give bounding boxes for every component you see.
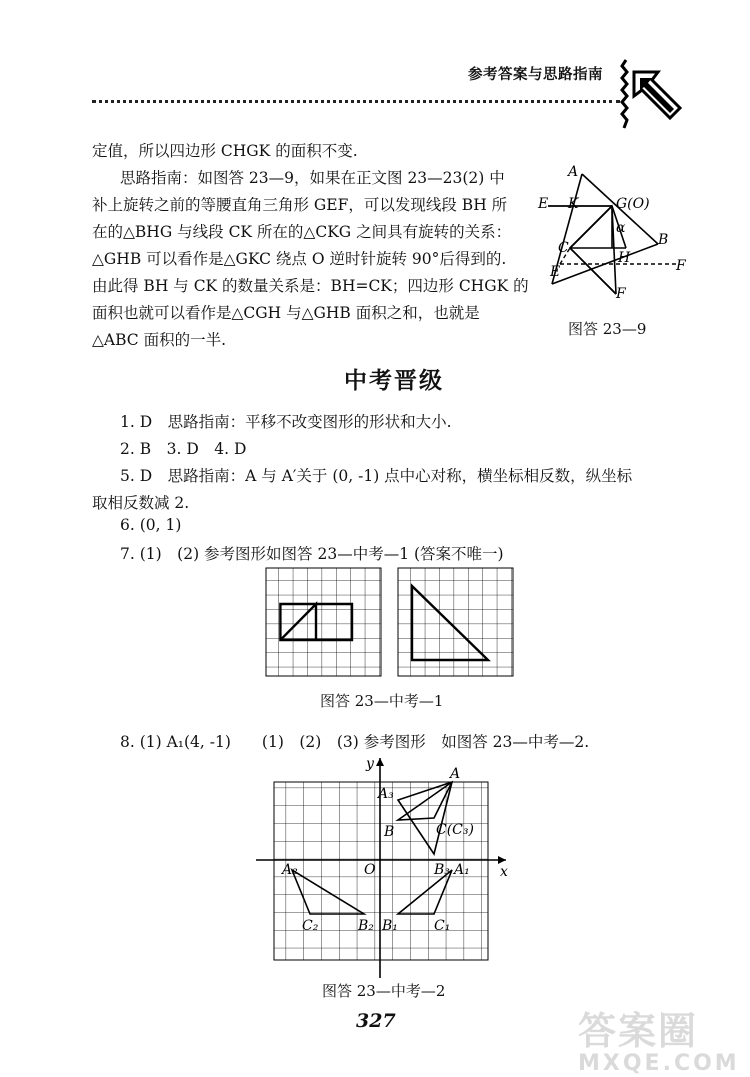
label-B: B <box>658 232 669 248</box>
answer-8: 8. (1) A₁(4, -1) (1) (2) (3) 参考图形 如图答 23—中考—2. <box>120 733 590 751</box>
text-line: 由此得 BH 与 CK 的数量关系是：BH=CK；四边形 CHGK 的 <box>92 277 529 295</box>
header-title: 参考答案与思路指南 <box>468 67 603 83</box>
watermark <box>578 1000 748 1076</box>
header-divider <box>92 100 620 103</box>
text-line: 思路指南：如图答 23—9，如果在正文图 23—23(2) 中 <box>120 169 505 187</box>
label-B1: B₁ <box>382 918 398 934</box>
label-K: K <box>568 196 579 212</box>
label-B: B <box>384 824 395 840</box>
answer-6: 6. (0, 1) <box>120 516 182 534</box>
label-E-top: E <box>538 196 549 212</box>
origin-label: O <box>364 862 376 878</box>
text-line: 面积也就可以看作是△CGH 与△GHB 面积之和，也就是 <box>92 304 480 322</box>
text-line: 补上旋转之前的等腰直角三角形 GEF，可以发现线段 BH 所 <box>92 196 508 214</box>
label-E-bottom: E <box>550 264 561 280</box>
answer-5-cont: 取相反数减 2. <box>92 494 190 512</box>
axis-label-y: y <box>366 756 374 772</box>
answer-2-4: 2. B 3. D 4. D <box>120 440 247 458</box>
text-line: △ABC 面积的一半. <box>92 331 227 349</box>
section-title: 中考晋级 <box>344 368 444 394</box>
label-G: G(O) <box>616 196 650 212</box>
pointer-arrow-icon <box>612 58 692 138</box>
watermark-line2: MXQE.COM <box>578 1051 740 1076</box>
axis-label-x: x <box>500 864 508 880</box>
answer-7: 7. (1) (2) 参考图形如图答 23—中考—1 (答案不唯一) <box>120 545 504 563</box>
label-A3: A₃ <box>378 786 394 802</box>
page-number: 327 <box>356 1010 396 1032</box>
geometry-figure-23-9 <box>530 160 700 305</box>
label-A: A <box>568 164 579 180</box>
label-A1: A₁ <box>454 862 470 878</box>
text-line: 定值，所以四边形 CHGK 的面积不变. <box>92 142 358 160</box>
figure-caption-zk-1: 图答 23—中考—1 <box>320 692 444 710</box>
label-C1: C₁ <box>434 918 451 934</box>
label-A: A <box>450 766 461 782</box>
grid-figure-zk-1 <box>264 566 514 682</box>
label-B2: B₂ <box>358 918 374 934</box>
label-C-C3: C(C₃) <box>436 822 474 838</box>
label-F-right: F <box>676 258 686 274</box>
label-alpha: α <box>616 220 626 236</box>
label-C2: C₂ <box>302 918 319 934</box>
label-C: C <box>558 240 569 256</box>
figure-caption-zk-2: 图答 23—中考—2 <box>322 982 446 1000</box>
label-H: H <box>618 250 631 266</box>
label-F-bottom: F <box>616 286 626 302</box>
answer-5: 5. D 思路指南：A 与 A′关于 (0, -1) 点中心对称，横坐标相反数，纵坐标 <box>120 467 633 485</box>
label-B3: B₃ <box>434 862 450 878</box>
answer-1: 1. D 思路指南：平移不改变图形的形状和大小. <box>120 413 452 431</box>
text-line: 在的△BHG 与线段 CK 所在的△CKG 之间具有旋转的关系： <box>92 223 512 241</box>
watermark-line1: 答案圈 <box>578 1009 699 1053</box>
label-A2: A₂ <box>282 862 298 878</box>
text-line: △GHB 可以看作是△GKC 绕点 O 逆时针旋转 90°后得到的. <box>92 250 507 268</box>
coordinate-figure-zk-2 <box>250 752 514 982</box>
figure-caption-23-9: 图答 23—9 <box>568 320 647 338</box>
